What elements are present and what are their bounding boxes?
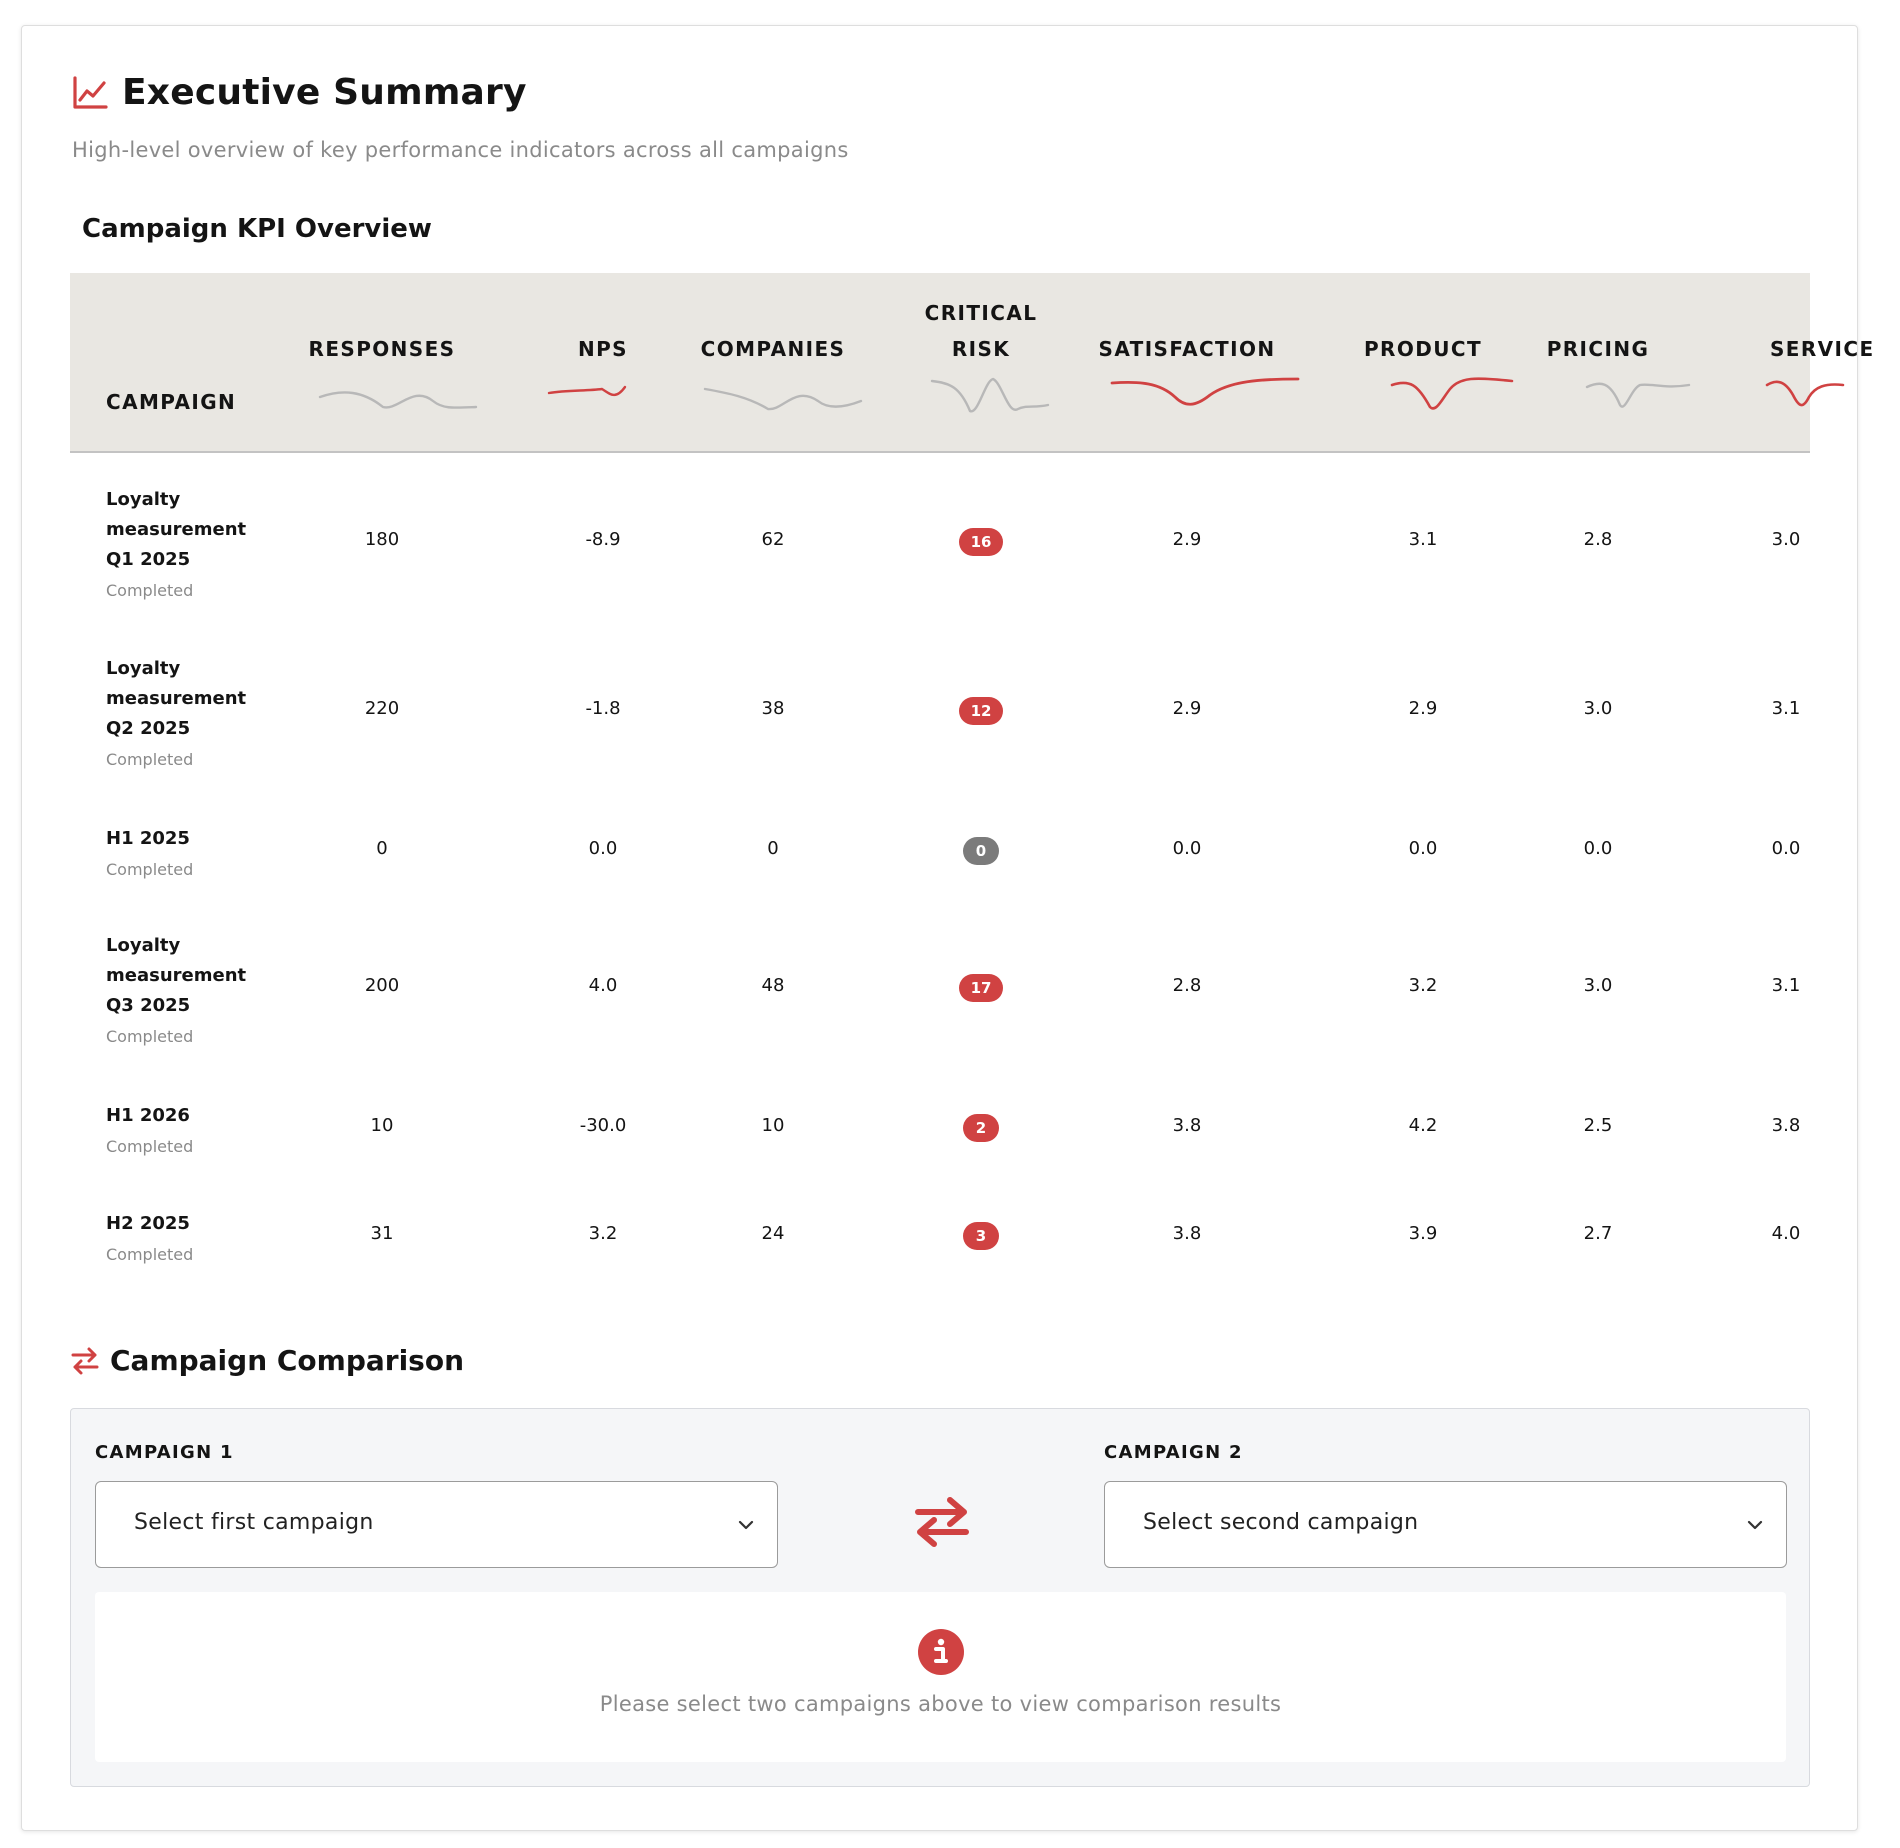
campaign2-label: CAMPAIGN 2 xyxy=(1104,1442,1243,1463)
cell-companies: 62 xyxy=(761,529,785,550)
cell-responses: 0 xyxy=(376,838,388,859)
cell-nps: 4.0 xyxy=(588,975,618,996)
cell-product: 3.1 xyxy=(1408,529,1438,550)
cell-pricing: 3.0 xyxy=(1583,698,1613,719)
column-header-pricing[interactable]: PRICING xyxy=(1546,337,1650,361)
cell-pricing: 2.5 xyxy=(1583,1115,1613,1136)
campaign1-label: CAMPAIGN 1 xyxy=(95,1442,234,1463)
table-row[interactable] xyxy=(70,1209,1810,1279)
comparison-empty-state xyxy=(95,1592,1786,1762)
critical-risk-badge: 3 xyxy=(963,1222,999,1250)
campaign-status: Completed xyxy=(106,1137,194,1156)
cell-companies: 48 xyxy=(761,975,785,996)
chevron-down-icon xyxy=(1744,1514,1766,1536)
campaign1-select-value: Select first campaign xyxy=(134,1510,374,1535)
column-header-nps[interactable]: NPS xyxy=(577,337,628,361)
campaign1-select[interactable] xyxy=(95,1481,778,1568)
sparkline-product xyxy=(1390,369,1514,413)
cell-nps: -1.8 xyxy=(585,698,621,719)
campaign-name-line: Q3 2025 xyxy=(106,995,191,1016)
campaign-name-line: measurement xyxy=(106,688,247,709)
cell-satisfaction: 3.8 xyxy=(1172,1223,1202,1244)
campaign-status: Completed xyxy=(106,1027,194,1046)
cell-service: 3.1 xyxy=(1771,698,1801,719)
campaign-name-line: measurement xyxy=(106,965,247,986)
critical-risk-badge: 2 xyxy=(963,1114,999,1142)
campaign-status: Completed xyxy=(106,581,194,600)
campaign-name-line: Loyalty xyxy=(106,935,181,956)
cell-nps: 0.0 xyxy=(588,838,618,859)
table-row[interactable] xyxy=(70,1101,1810,1171)
cell-nps: -30.0 xyxy=(579,1115,627,1136)
cell-responses: 10 xyxy=(370,1115,394,1136)
critical-risk-badge: 12 xyxy=(959,697,1003,725)
page-title: Executive Summary xyxy=(122,72,527,113)
campaign-name-line: Q2 2025 xyxy=(106,718,191,739)
sparkline-responses xyxy=(318,383,478,413)
comparison-header xyxy=(70,1344,464,1377)
kpi-section-title: Campaign KPI Overview xyxy=(82,214,432,244)
cell-companies: 24 xyxy=(761,1223,785,1244)
cell-responses: 220 xyxy=(364,698,400,719)
sparkline-critical-risk xyxy=(930,375,1050,415)
cell-pricing: 0.0 xyxy=(1583,838,1613,859)
cell-companies: 10 xyxy=(761,1115,785,1136)
cell-responses: 200 xyxy=(364,975,400,996)
sparkline-satisfaction xyxy=(1110,371,1300,411)
cell-nps: -8.9 xyxy=(585,529,621,550)
sparkline-companies xyxy=(703,383,863,413)
campaign-status: Completed xyxy=(106,750,194,769)
critical-risk-badge: 17 xyxy=(959,974,1003,1002)
cell-service: 4.0 xyxy=(1771,1223,1801,1244)
kpi-table-header xyxy=(70,273,1875,453)
table-row[interactable] xyxy=(70,824,1810,894)
sparkline-nps xyxy=(547,379,627,403)
column-header-critical-risk-line1: CRITICAL xyxy=(924,301,1038,325)
critical-risk-badge: 16 xyxy=(959,528,1003,556)
comparison-panel xyxy=(70,1408,1810,1787)
table-row[interactable] xyxy=(70,654,1810,784)
cell-pricing: 2.7 xyxy=(1583,1223,1613,1244)
cell-companies: 0 xyxy=(767,838,779,859)
column-header-service[interactable]: SERVICE xyxy=(1770,337,1875,361)
cell-service: 3.0 xyxy=(1771,529,1801,550)
sparkline-service xyxy=(1765,373,1845,413)
cell-product: 3.9 xyxy=(1408,1223,1438,1244)
cell-service: 3.1 xyxy=(1771,975,1801,996)
cell-responses: 180 xyxy=(364,529,400,550)
cell-service: 3.8 xyxy=(1771,1115,1801,1136)
page-header xyxy=(70,72,527,113)
campaign-name-line: Loyalty xyxy=(106,658,181,679)
column-header-campaign[interactable]: CAMPAIGN xyxy=(106,390,237,414)
campaign-name-line: Q1 2025 xyxy=(106,549,191,570)
column-header-product[interactable]: PRODUCT xyxy=(1363,337,1483,361)
cell-satisfaction: 3.8 xyxy=(1172,1115,1202,1136)
cell-responses: 31 xyxy=(370,1223,394,1244)
campaign2-select-value: Select second campaign xyxy=(1143,1510,1419,1535)
column-header-satisfaction[interactable]: SATISFACTION xyxy=(1098,337,1276,361)
info-icon xyxy=(917,1628,965,1676)
cell-satisfaction: 2.9 xyxy=(1172,698,1202,719)
column-header-critical-risk[interactable] xyxy=(913,295,1049,367)
comparison-title: Campaign Comparison xyxy=(110,1344,465,1377)
cell-satisfaction: 0.0 xyxy=(1172,838,1202,859)
campaign-name-line: Loyalty xyxy=(106,489,181,510)
swap-arrows-icon xyxy=(70,1346,100,1376)
cell-product: 0.0 xyxy=(1408,838,1438,859)
cell-service: 0.0 xyxy=(1771,838,1801,859)
kpi-table[interactable] xyxy=(70,273,1875,1278)
cell-companies: 38 xyxy=(761,698,785,719)
empty-state-message: Please select two campaigns above to view comparison results xyxy=(599,1692,1282,1716)
cell-pricing: 2.8 xyxy=(1583,529,1613,550)
sparkline-pricing xyxy=(1585,375,1691,415)
chevron-down-icon xyxy=(735,1514,757,1536)
swap-campaigns-icon[interactable] xyxy=(914,1494,970,1550)
cell-pricing: 3.0 xyxy=(1583,975,1613,996)
page-subtitle: High-level overview of key performance indicators across all campaigns xyxy=(72,138,849,162)
cell-satisfaction: 2.8 xyxy=(1172,975,1202,996)
campaign-name-line: H1 2025 xyxy=(106,828,190,849)
table-row[interactable] xyxy=(70,485,1810,615)
campaign-status: Completed xyxy=(106,860,194,879)
column-header-critical-risk-line2: RISK xyxy=(951,337,1011,361)
campaign-status: Completed xyxy=(106,1245,194,1264)
cell-satisfaction: 2.9 xyxy=(1172,529,1202,550)
cell-product: 4.2 xyxy=(1408,1115,1438,1136)
campaign-name-line: measurement xyxy=(106,519,247,540)
line-chart-icon xyxy=(70,73,110,113)
table-row[interactable] xyxy=(70,931,1810,1061)
column-header-companies[interactable]: COMPANIES xyxy=(700,337,846,361)
column-header-responses[interactable]: RESPONSES xyxy=(308,337,456,361)
cell-product: 2.9 xyxy=(1408,698,1438,719)
executive-summary-card xyxy=(21,25,1875,1831)
campaign-name-line: H2 2025 xyxy=(106,1213,190,1234)
campaign2-select[interactable] xyxy=(1104,1481,1787,1568)
critical-risk-badge: 0 xyxy=(963,837,999,865)
campaign-name-line: H1 2026 xyxy=(106,1105,190,1126)
cell-nps: 3.2 xyxy=(588,1223,618,1244)
cell-product: 3.2 xyxy=(1408,975,1438,996)
